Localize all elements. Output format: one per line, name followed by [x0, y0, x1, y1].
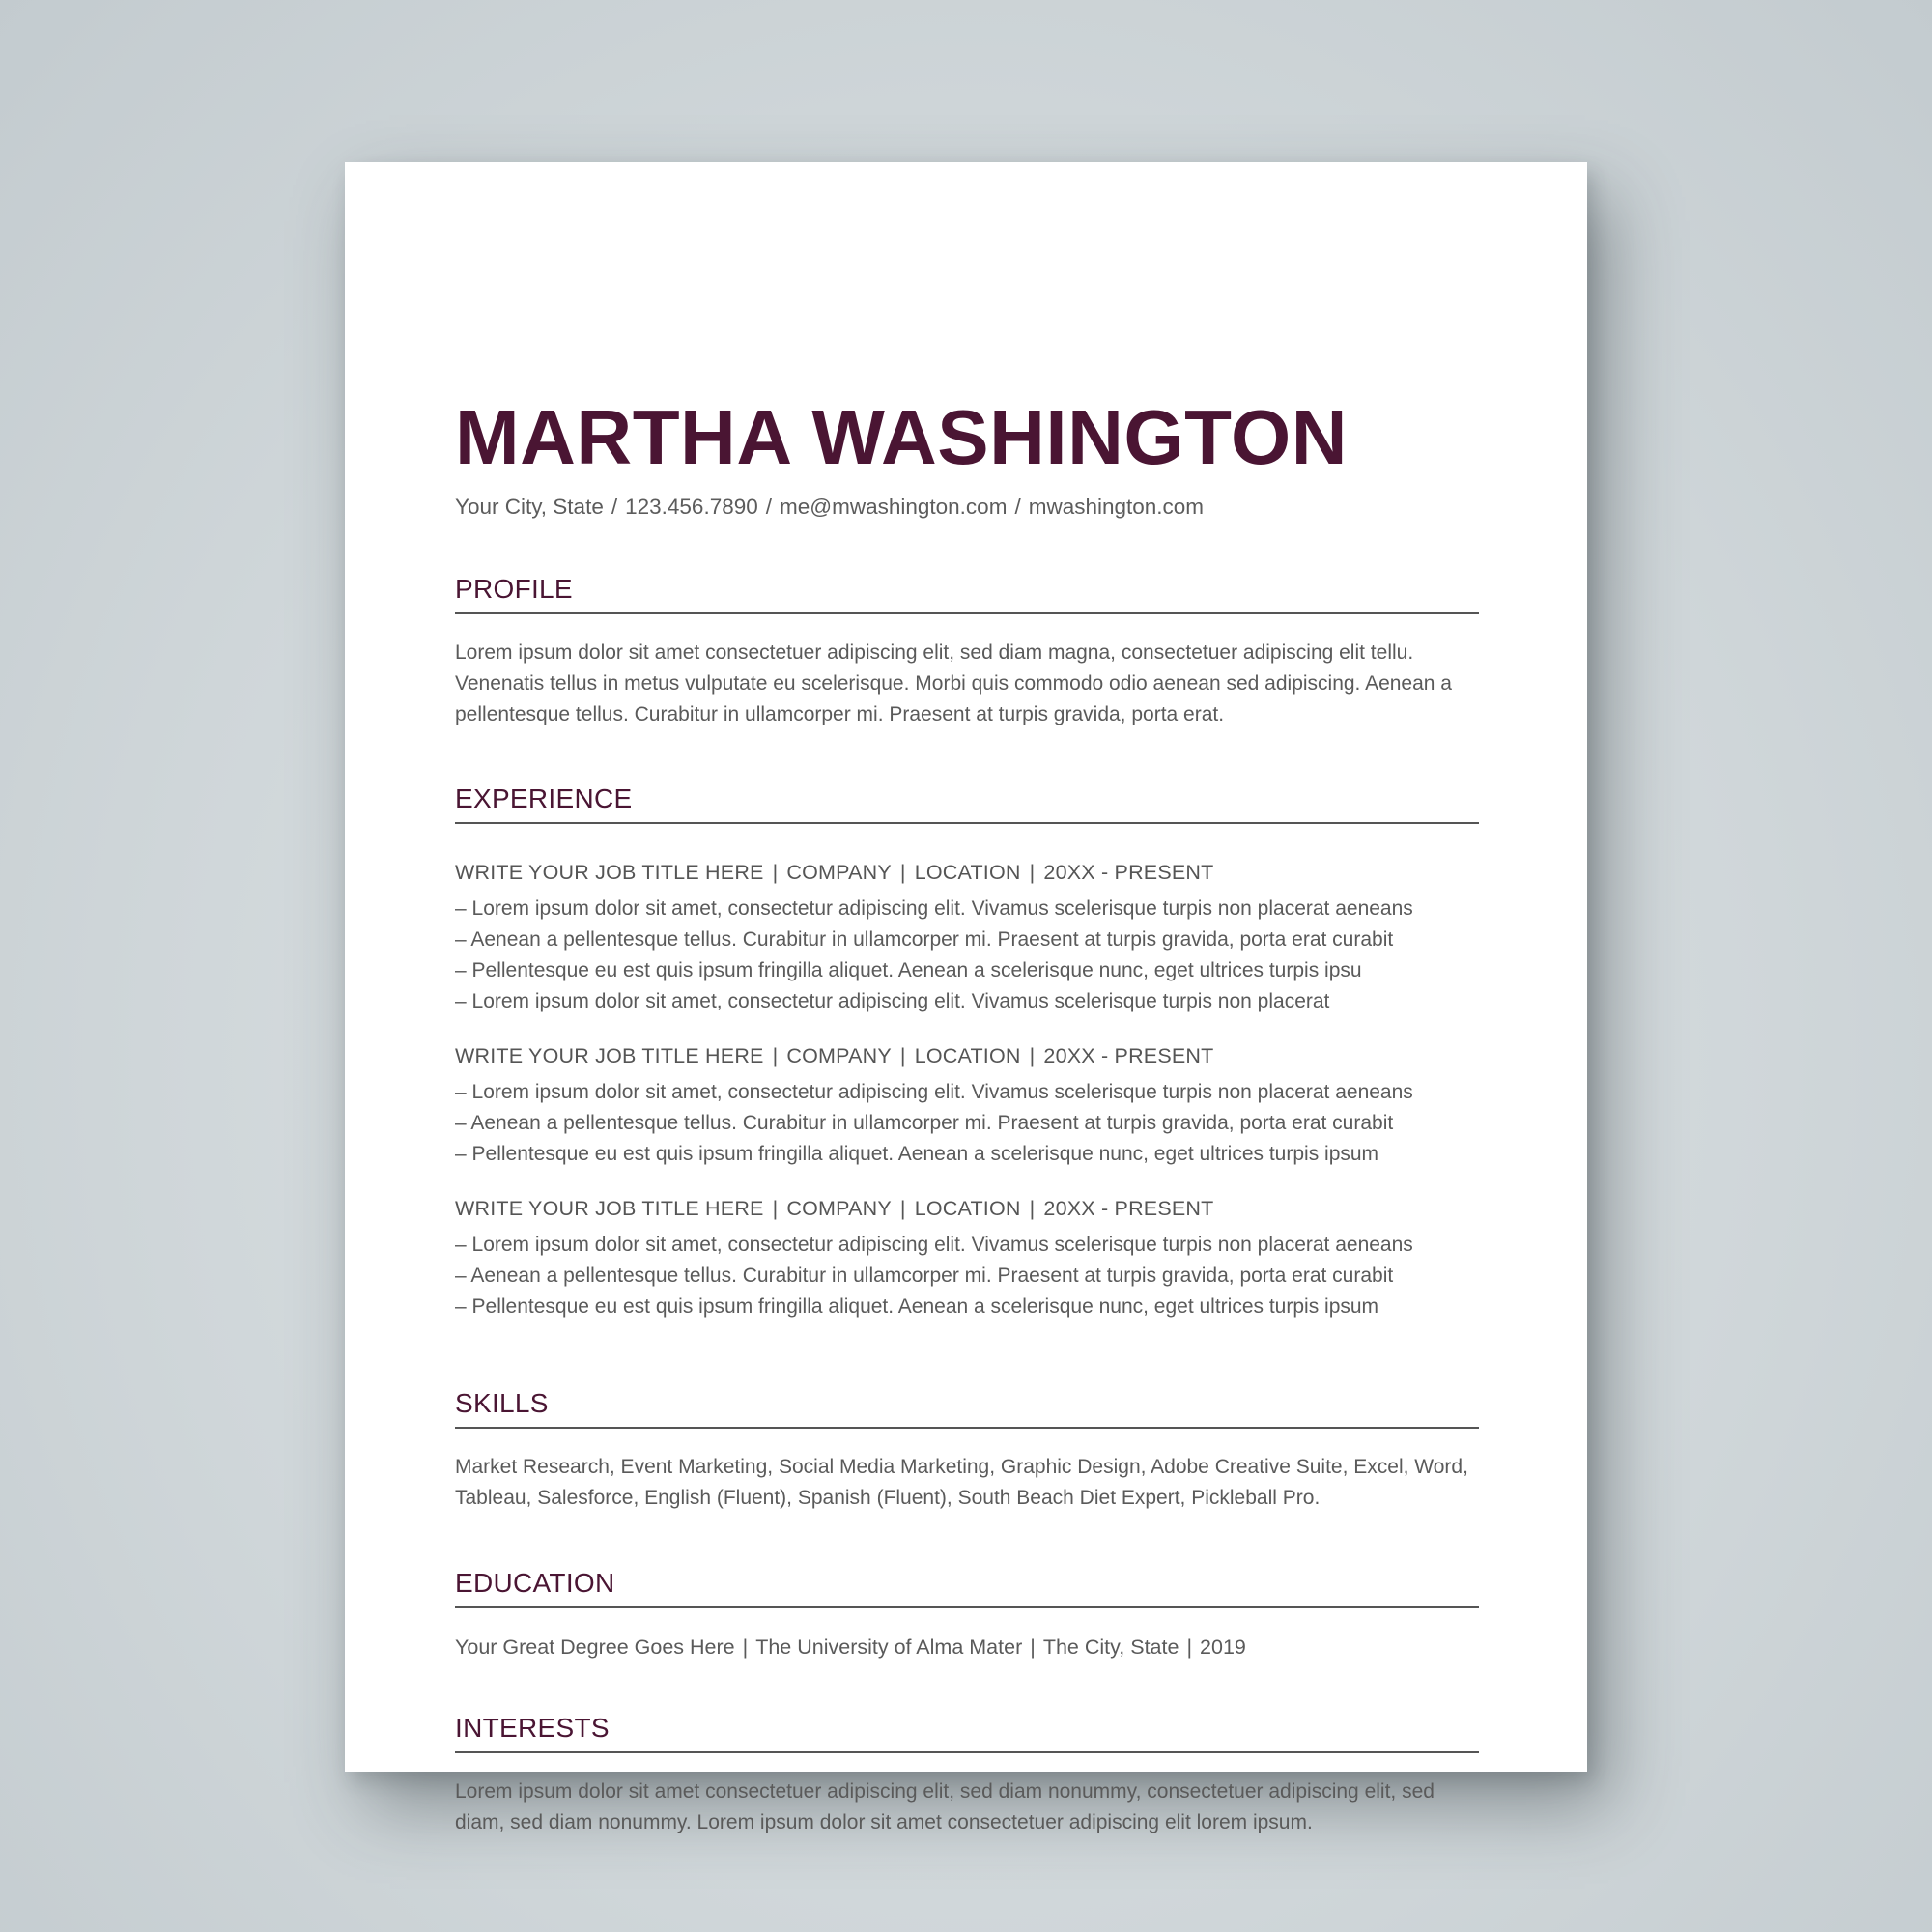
- section-title-profile: PROFILE: [455, 572, 1479, 614]
- job-company: COMPANY: [786, 1197, 892, 1220]
- job-header-separator: |: [772, 1197, 779, 1220]
- job-location: LOCATION: [914, 1044, 1021, 1067]
- profile-text: Lorem ipsum dolor sit amet consectetuer adipiscing elit, sed diam magna, consectetuer adipiscing elit tellu. Venenatis tellus in metus vulputate eu scelerisque. Morbi quis commodo odio aenean sed adipiscing. Aenean a pellentesque tellus. Curabitur in ullamcorper mi. Praesent at turpis gravida, porta erat.: [455, 641, 1452, 725]
- job-header: [455, 857, 1479, 888]
- section-title-experience: EXPERIENCE: [455, 781, 1479, 824]
- contact-separator: /: [611, 495, 618, 519]
- job-header-separator: |: [1029, 861, 1036, 884]
- education-separator: |: [742, 1635, 749, 1659]
- education-section: [455, 1566, 1479, 1662]
- job-company: COMPANY: [786, 861, 892, 884]
- experience-section: [455, 781, 1479, 1322]
- contact-line: [455, 495, 1204, 520]
- education-separator: |: [1186, 1635, 1193, 1659]
- job-entry: [455, 857, 1479, 1017]
- job-bullet: – Aenean a pellentesque tellus. Curabitur in ullamcorper mi. Praesent at turpis gravida, porta erat curabit: [455, 928, 1394, 951]
- job-location: LOCATION: [914, 1197, 1021, 1220]
- job-bullets: [455, 1077, 1479, 1170]
- job-dates: 20XX - PRESENT: [1043, 861, 1214, 884]
- job-bullet: – Lorem ipsum dolor sit amet, consectetur adipiscing elit. Vivamus scelerisque turpis non placerat aeneans: [455, 1081, 1413, 1103]
- job-dates: 20XX - PRESENT: [1043, 1197, 1214, 1220]
- job-entry: [455, 1193, 1479, 1322]
- job-dates: 20XX - PRESENT: [1043, 1044, 1214, 1067]
- contact-location: Your City, State: [455, 495, 604, 519]
- job-bullets: [455, 894, 1479, 1017]
- job-header: [455, 1040, 1479, 1071]
- contact-phone: 123.456.7890: [625, 495, 758, 519]
- contact-website: mwashington.com: [1028, 495, 1205, 519]
- job-header-separator: |: [899, 1197, 906, 1220]
- education-school: The University of Alma Mater: [755, 1635, 1023, 1659]
- interests-section: [455, 1711, 1479, 1838]
- education-separator: |: [1030, 1635, 1036, 1659]
- profile-section: [455, 572, 1479, 730]
- job-header-separator: |: [899, 1044, 906, 1067]
- job-bullet: – Aenean a pellentesque tellus. Curabitur in ullamcorper mi. Praesent at turpis gravida, porta erat curabit: [455, 1112, 1394, 1134]
- job-bullets: [455, 1230, 1479, 1322]
- education-degree: Your Great Degree Goes Here: [455, 1635, 735, 1659]
- skills-text: Market Research, Event Marketing, Social Media Marketing, Graphic Design, Adobe Creative Suite, Excel, Word, Tableau, Salesforce, English (Fluent), Spanish (Fluent), South Beach Diet Expert, Pickleball Pro.: [455, 1456, 1468, 1509]
- section-title-skills: SKILLS: [455, 1386, 1479, 1429]
- education-year: 2019: [1200, 1635, 1246, 1659]
- job-bullet: – Lorem ipsum dolor sit amet, consectetur adipiscing elit. Vivamus scelerisque turpis non placerat aeneans: [455, 897, 1413, 920]
- job-header-separator: |: [1029, 1197, 1036, 1220]
- job-title: WRITE YOUR JOB TITLE HERE: [455, 1197, 764, 1220]
- job-bullet: – Pellentesque eu est quis ipsum fringilla aliquet. Aenean a scelerisque nunc, eget ultrices turpis ipsu: [455, 959, 1362, 981]
- education-line: [455, 1632, 1479, 1662]
- job-company: COMPANY: [786, 1044, 892, 1067]
- contact-separator: /: [765, 495, 773, 519]
- section-title-interests: INTERESTS: [455, 1711, 1479, 1753]
- section-title-education: EDUCATION: [455, 1566, 1479, 1608]
- education-place: The City, State: [1042, 1635, 1179, 1659]
- job-bullet: – Pellentesque eu est quis ipsum fringilla aliquet. Aenean a scelerisque nunc, eget ultrices turpis ipsum: [455, 1295, 1379, 1318]
- job-entry: [455, 1040, 1479, 1170]
- job-header-separator: |: [1029, 1044, 1036, 1067]
- job-title: WRITE YOUR JOB TITLE HERE: [455, 1044, 764, 1067]
- interests-text: Lorem ipsum dolor sit amet consectetuer adipiscing elit, sed diam nonummy, consectetuer adipiscing elit, sed diam, sed diam nonummy. Lorem ipsum dolor sit amet consectetuer adipiscing elit lorem ipsum.: [455, 1780, 1435, 1833]
- job-header-separator: |: [772, 861, 779, 884]
- job-bullet: – Aenean a pellentesque tellus. Curabitur in ullamcorper mi. Praesent at turpis gravida, porta erat curabit: [455, 1264, 1394, 1287]
- job-header-separator: |: [772, 1044, 779, 1067]
- resume-page: [345, 162, 1587, 1833]
- job-header-separator: |: [899, 861, 906, 884]
- job-location: LOCATION: [914, 861, 1021, 884]
- job-bullet: – Pellentesque eu est quis ipsum fringilla aliquet. Aenean a scelerisque nunc, eget ultrices turpis ipsum: [455, 1143, 1379, 1165]
- job-header: [455, 1193, 1479, 1224]
- skills-section: [455, 1386, 1479, 1514]
- job-bullet: – Lorem ipsum dolor sit amet, consectetur adipiscing elit. Vivamus scelerisque turpis non placerat aeneans: [455, 1234, 1413, 1256]
- job-title: WRITE YOUR JOB TITLE HERE: [455, 861, 764, 884]
- contact-email: me@mwashington.com: [780, 495, 1008, 519]
- resume-name: MARTHA WASHINGTON: [455, 394, 1349, 480]
- job-bullet: – Lorem ipsum dolor sit amet, consectetur adipiscing elit. Vivamus scelerisque turpis non placerat: [455, 990, 1330, 1012]
- contact-separator: /: [1014, 495, 1021, 519]
